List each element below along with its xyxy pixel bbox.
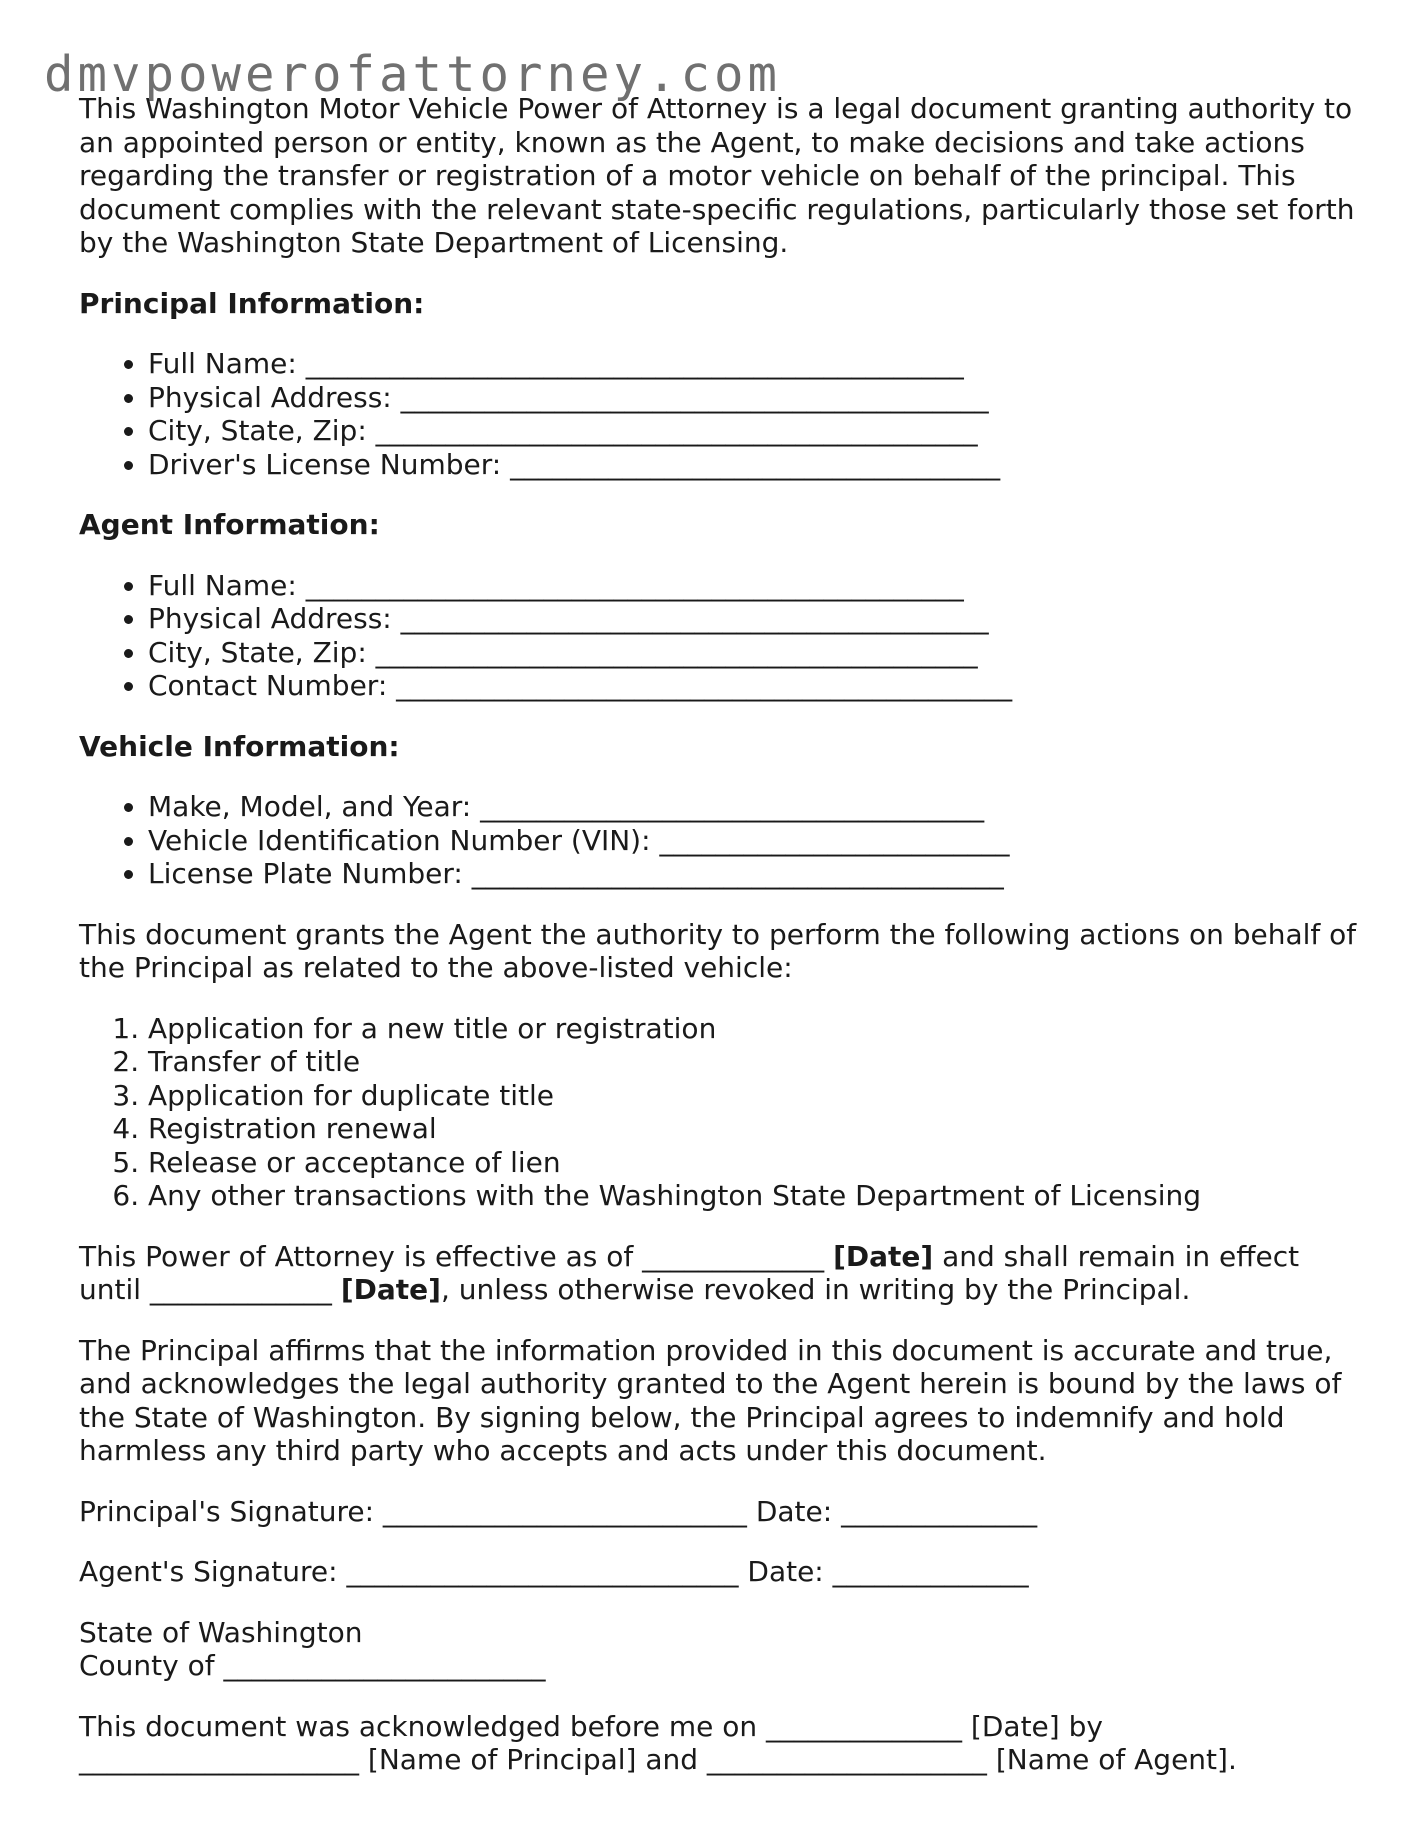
end-date-placeholder: [Date] [340, 1273, 441, 1306]
principal-heading: Principal Information: [79, 286, 425, 320]
vehicle-plate-field: • License Plate Number: ______________________________________ [148, 857, 1359, 891]
notary-acknowledgment: This document was acknowledged before me on ______________ [Date] by ____________________ [Name of Principal] and ____________________ [Name of Agent]. [79, 1709, 1237, 1776]
action-item: 4. Registration renewal [148, 1112, 1359, 1146]
effective-text: This Power of Attorney is effective as of _____________ [79, 1239, 834, 1273]
action-item: 6. Any other transactions with the Washington State Department of Licensing [148, 1179, 1359, 1213]
principal-full-name-field: • Full Name: _______________________________________________ [148, 347, 1359, 381]
principal-city-field: • City, State, Zip: ___________________________________________ [148, 414, 1359, 448]
agent-full-name-field: • Full Name: _______________________________________________ [148, 569, 1359, 603]
agent-address-field: • Physical Address: __________________________________________ [148, 602, 1359, 636]
principal-fields [79, 347, 1359, 481]
effective-text: , unless otherwise revoked in writing by the Principal. [440, 1273, 1191, 1306]
agent-fields [79, 569, 1359, 703]
affirmation-paragraph: The Principal affirms that the information provided in this document is accurate and true, and acknowledges the legal authority granted to the Agent herein is bound by the laws of the State of Washington. By signing below, the Principal agrees to indemnify and hold harmless any third party who accepts and acts under this document. [79, 1333, 1342, 1467]
effective-date-placeholder: [Date] [833, 1239, 934, 1273]
intro-paragraph: This Washington Motor Vehicle Power of Attorney is a legal document granting authority to an appointed person or entity, known as the Agent, to make decisions and take actions regarding the transfer or registration of a motor vehicle on behalf of the principal. This document complies with the relevant state-specific regulations, particularly those set forth by the Washington State Department of Licensing. [79, 92, 1355, 259]
effective-paragraph [79, 1240, 1359, 1307]
principal-address-field: • Physical Address: __________________________________________ [148, 381, 1359, 415]
watermark: dmvpowerofattorney.com [44, 46, 782, 103]
grant-paragraph: This document grants the Agent the authority to perform the following actions on behalf of the Principal as related to the above-listed vehicle: [79, 917, 1357, 984]
vehicle-make-field: • Make, Model, and Year: ____________________________________ [148, 790, 1359, 824]
action-item: 1. Application for a new title or registration [148, 1012, 1359, 1046]
vehicle-heading: Vehicle Information: [79, 729, 400, 763]
action-item: 2. Transfer of title [148, 1045, 1359, 1079]
agent-city-field: • City, State, Zip: ___________________________________________ [148, 636, 1359, 670]
vehicle-vin-field: • Vehicle Identification Number (VIN): _________________________ [148, 824, 1359, 858]
actions-list [79, 1012, 1359, 1213]
document-body [79, 92, 1359, 1777]
principal-license-field: • Driver's License Number: ___________________________________ [148, 448, 1359, 482]
notary-state: State of Washington [79, 1615, 363, 1649]
principal-signature-line: Principal's Signature: __________________________ Date: ______________ [79, 1494, 1038, 1528]
action-item: 3. Application for duplicate title [148, 1079, 1359, 1113]
agent-signature-line: Agent's Signature: ____________________________ Date: ______________ [79, 1555, 1029, 1588]
notary-jurisdiction [79, 1616, 1359, 1683]
agent-heading: Agent Information: [79, 508, 380, 541]
notary-county: County of _______________________ [79, 1649, 546, 1682]
effective-text: and shall remain in effect until _____________ [79, 1239, 1300, 1306]
action-item: 5. Release or acceptance of lien [148, 1146, 1359, 1180]
agent-contact-field: • Contact Number: ____________________________________________ [148, 669, 1359, 703]
vehicle-fields [79, 790, 1359, 891]
